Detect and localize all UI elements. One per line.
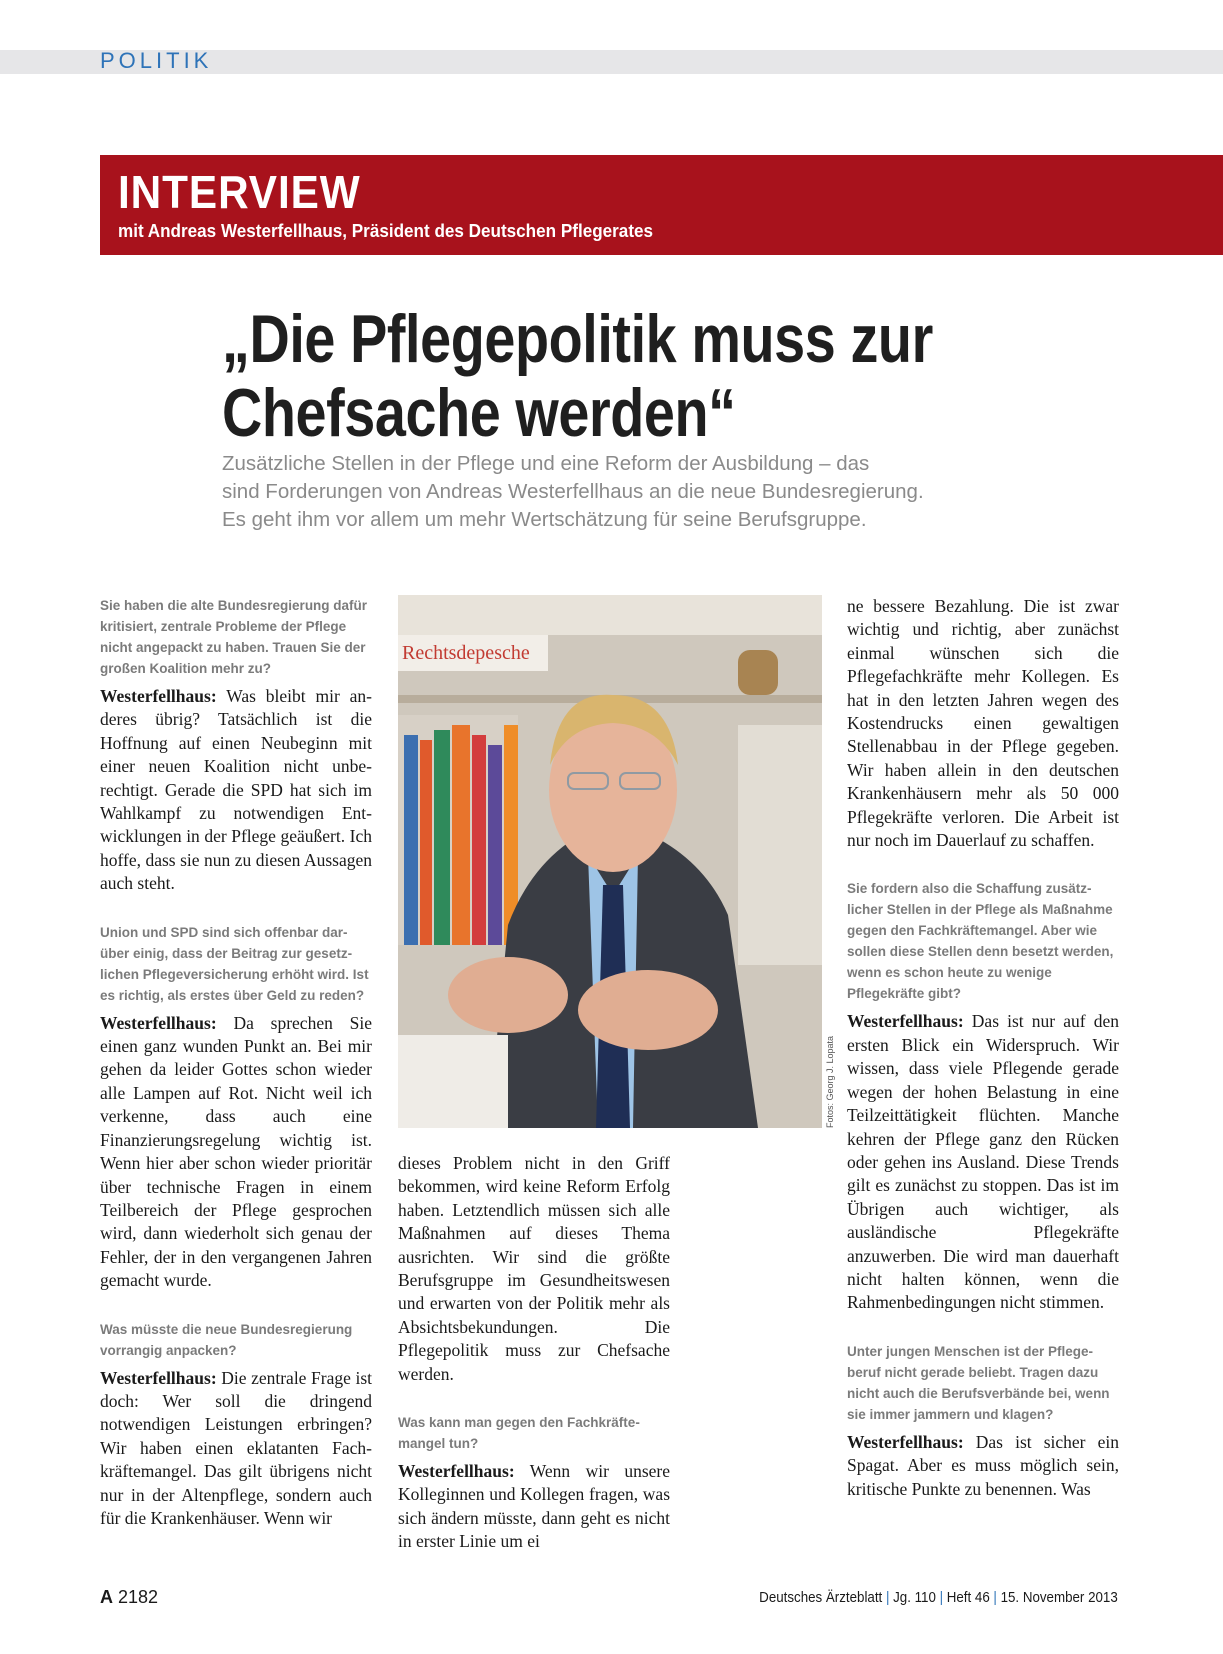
photo-sign-text: Rechtsdepesche <box>402 642 530 664</box>
article-headline <box>222 302 960 450</box>
banner-subtitle: mit Andreas Westerfellhaus, Präsident des Deutschen Pflegerates <box>118 221 654 241</box>
question: Union und SPD sind sich offenbar darüber einig, dass der Beitrag zur gesetzlichen Pflegeversicherung erhöht wird. Ist es richtig, als erstes über Geld zu reden? <box>100 924 369 1003</box>
article-lead <box>222 450 1082 534</box>
issue-date: 15. November 2013 <box>1000 1590 1118 1606</box>
answer-continuation: dieses Problem nicht in den Griff bekommen, wird keine Reform Erfolg haben. Letztendlich müssen sich alle Maßnahmen auf dieses Thema ausrichten. Wir sind die größte Berufsgruppe im Gesundheitswesen und erwarten von der Politik mehr als Absichtsbekundungen. Die Pflegepolitik muss zur Chefsache werden. <box>398 1153 670 1384</box>
publication-info: Deutsches Ärzteblatt | Jg. 110 | Heft 46 | 15. November 2013 <box>759 1590 1118 1606</box>
issue: Heft 46 <box>946 1590 990 1606</box>
text-column-3 <box>847 595 1119 1527</box>
photo-illustration <box>398 595 822 1128</box>
headline-line-1: „Die Pflegepolitik muss zur <box>222 301 933 377</box>
question: Was müsste die neue Bundesregierung vorrangig anpacken? <box>100 1321 353 1358</box>
answer: Westerfellhaus: Das ist sicher ein Spagat. Aber es muss möglich sein, kritische Punkte zu benennen. Was <box>847 1431 1119 1499</box>
section-label: POLITIK <box>100 48 213 73</box>
interview-banner <box>100 155 1223 255</box>
speaker-label: Westerfellhaus: <box>847 1431 964 1452</box>
speaker-label: Westerfellhaus: <box>100 686 217 706</box>
photo-credit: Fotos: Georg J. Lopata <box>825 1035 835 1128</box>
page-number: A 2182 <box>100 1587 159 1607</box>
question: Sie fordern also die Schaffung zusätzlicher Stellen in der Pflege als Maßnahme gegen den Fachkräftemangel. Aber wie sollen diese Stellen denn besetzt werden, wenn es schon heute zu wenige Pflegekräfte gibt? <box>847 881 1114 1002</box>
volume: Jg. 110 <box>893 1590 937 1606</box>
lead-line-2: sind Forderungen von Andreas Westerfellhaus an die neue Bundesregierung. <box>222 480 924 503</box>
speaker-label: Westerfellhaus: <box>100 1367 217 1388</box>
answer: Westerfellhaus: Die zentrale Frage ist doch: Wer soll die dringend notwendigen Leistungen erbringen? Wir haben einen eklatanten Fachkräftemangel. Das gilt übrigens nicht nur in der Altenpflege, sondern auch für die Krankenhäuser. Wenn wir <box>100 1367 372 1528</box>
lead-line-1: Zusätzliche Stellen in der Pflege und eine Reform der Ausbildung – das <box>222 452 870 475</box>
headline-line-2: Chefsache werden“ <box>222 375 736 451</box>
text-column-2 <box>398 1152 670 1580</box>
speaker-label: Westerfellhaus: <box>398 1461 515 1482</box>
banner-title: INTERVIEW <box>118 166 361 218</box>
interview-photo <box>398 595 822 1128</box>
answer: Westerfellhaus: Das ist nur auf den ersten Blick ein Widerspruch. Wir wissen, dass viele Pflegende gerade wegen der hohen Belastung in eine Teilzeittätigkeit flüchten. Manche kehren der Pflege ganz den Rücken oder gehen ins Ausland. Diese Trends gilt es zunächst zu stoppen. Das ist im Übrigen auch wichtiger, als ausländische Pflegekräfte anzuwerben. Die wird man dauerhaft nicht halten können, wenn die Rahmenbedingungen nicht stimmen. <box>847 1011 1119 1313</box>
answer: Westerfellhaus: Wenn wir unsere Kolleginnen und Kollegen fragen, was sich ändern müsste, dann geht es nicht in erster Linie um ei <box>398 1461 670 1552</box>
answer: Westerfellhaus: Da sprechen Sie einen ganz wunden Punkt an. Bei mir gehen da leider Gottes schon wieder alle Lampen auf Rot. Nicht weil ich verkenne, dass auch eine Finanzierungsregelung wichtig ist. Wenn hier aber schon wieder prioritär über technische Fragen in einem Teilbereich der Pflege gesprochen wird, dann wiederholt sich genau der Fehler, der in den vergangenen Jahren gemacht wurde. <box>100 1012 372 1291</box>
text-column-1 <box>100 595 372 1556</box>
question: Unter jungen Menschen ist der Pflegeberuf nicht gerade beliebt. Tragen dazu nicht auch die Berufsverbände bei, wenn sie immer jammern und klagen? <box>847 1343 1110 1422</box>
speaker-label: Westerfellhaus: <box>100 1012 217 1033</box>
answer-continuation: ne bessere Bezahlung. Die ist zwar wichtig und richtig, aber zunächst einmal wünschen sich die Pflegefachkräfte mehr Kollegen. Es hat in den letzten Jahren wegen des Kostendrucks einen gewaltigen Stellenabbau in der Pflege gegeben. Wir haben allein in den deutschen Krankenhäusern mehr als 50 000 Pflegekräfte verloren. Die Arbeit ist nur noch im Dauerlauf zu schaffen. <box>847 596 1119 851</box>
question: Was kann man gegen den Fachkräftemangel tun? <box>398 1415 640 1452</box>
answer: Westerfellhaus: Was bleibt mir anderes übrig? Tatsächlich ist die Hoffnung auf einen Neubeginn mit einer neuen Koalition nicht unberechtigt. Gerade die SPD hat sich im Wahlkampf zu notwendigen Entwicklungen in der Pflege geäußert. Ich hoffe, dass sie nun zu diesen Aussagen auch steht. <box>100 686 372 894</box>
lead-line-3: Es geht ihm vor allem um mehr Wertschätzung für seine Berufsgruppe. <box>222 508 867 531</box>
journal-name: Deutsches Ärzteblatt <box>759 1590 883 1606</box>
speaker-label: Westerfellhaus: <box>847 1011 964 1032</box>
question: Sie haben die alte Bundesregierung dafür kritisiert, zentrale Probleme der Pflege nicht angepackt zu haben. Trauen Sie der großen Koalition mehr zu? <box>100 598 368 676</box>
